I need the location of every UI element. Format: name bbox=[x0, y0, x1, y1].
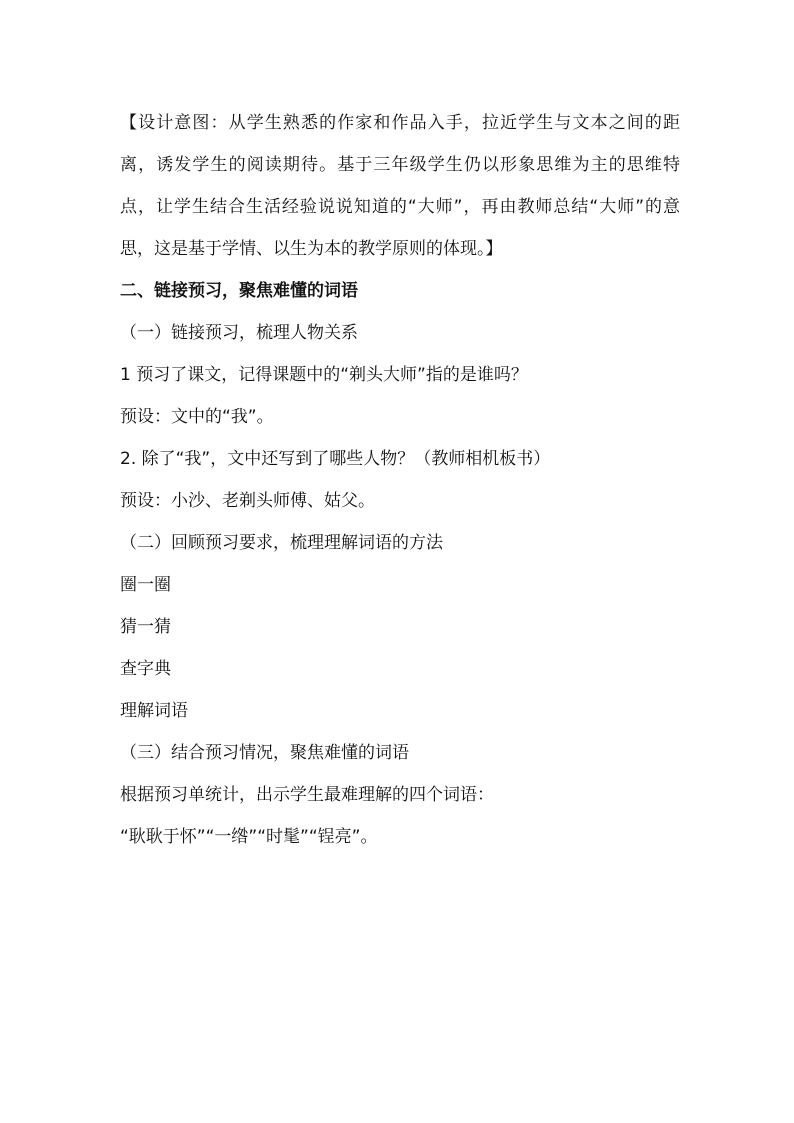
question-1: 1 预习了课文，记得课题中的“剃头大师”指的是谁吗？ bbox=[120, 365, 528, 385]
method-guess: 猜一猜 bbox=[120, 617, 171, 637]
method-understand: 理解词语 bbox=[120, 701, 188, 721]
answer-1: 预设：文中的“我”。 bbox=[120, 407, 274, 427]
method-circle: 圈一圈 bbox=[120, 575, 171, 595]
subsection-2-heading: （二）回顾预习要求，梳理理解词语的方法 bbox=[120, 533, 443, 553]
difficult-words-line: “耿耿于怀”“一绺”“时髦”“锃亮”。 bbox=[120, 827, 378, 847]
method-dictionary: 查字典 bbox=[120, 659, 171, 679]
answer-2: 预设：小沙、老剃头师傅、姑父。 bbox=[120, 491, 375, 511]
subsection-3-heading: （三）结合预习情况，聚焦难懂的词语 bbox=[120, 743, 409, 763]
section-heading: 二、链接预习，聚焦难懂的词语 bbox=[120, 281, 358, 301]
statistics-line: 根据预习单统计，出示学生最难理解的四个词语： bbox=[120, 785, 494, 805]
subsection-1-heading: （一）链接预习，梳理人物关系 bbox=[120, 323, 358, 343]
document-content bbox=[120, 102, 680, 858]
design-intent-paragraph: 【设计意图：从学生熟悉的作家和作品入手，拉近学生与文本之间的距离，诱发学生的阅读期待。基于三年级学生仍以形象思维为主的思维特点，让学生结合生活经验说说知道的“大师”，再由教师总结“大师”的意思，这是基于学情、以生为本的教学原则的体现。】 bbox=[120, 113, 680, 259]
question-2: 2. 除了“我”，文中还写到了哪些人物？（教师相机板书） bbox=[120, 449, 551, 469]
